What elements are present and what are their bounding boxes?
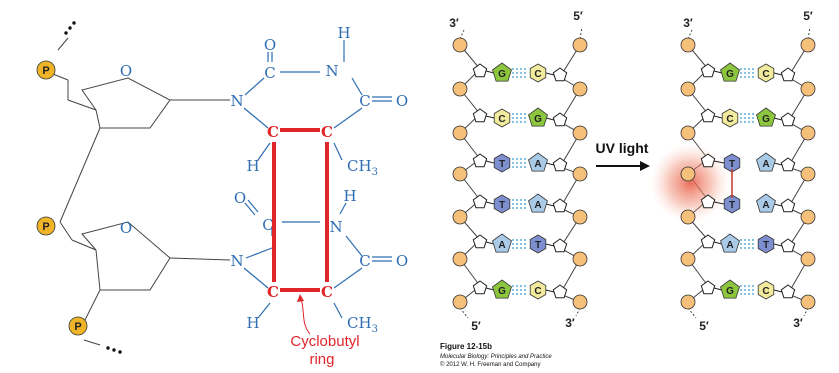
hydrogen-atom: H	[246, 157, 260, 175]
phosphate-bead-icon	[801, 82, 815, 96]
backbone-lines	[48, 38, 230, 345]
base-label: A	[762, 159, 770, 170]
sugar-icon	[473, 154, 486, 167]
base-label: T	[728, 159, 736, 170]
base-label: T	[728, 200, 736, 211]
hydrogen-atom: H	[337, 24, 351, 42]
phosphate-bead-icon	[573, 82, 587, 96]
base-label: T	[762, 240, 770, 251]
nitrogen-atom: N	[325, 62, 339, 80]
caption-figure-number: Figure 12-15b	[440, 342, 493, 351]
sugar-icon	[701, 281, 714, 294]
sugar-icon	[473, 109, 486, 122]
phosphate-bead-icon	[801, 38, 815, 52]
phosphate-bead-icon	[801, 167, 815, 181]
strand-end-5prime: 5′	[471, 319, 481, 333]
methyl-sub: 3	[371, 324, 378, 335]
base-label: A	[534, 200, 542, 211]
methyl-c: CH	[347, 157, 372, 175]
methyl-c: CH	[347, 314, 372, 332]
base-label: T	[498, 200, 506, 211]
phosphate-bead-icon	[453, 167, 467, 181]
caption-book-title: Molecular Biology: Principles and Practice	[440, 354, 552, 360]
methyl-group	[347, 157, 378, 178]
phosphate-bead-icon	[681, 295, 695, 309]
phosphate-bead-icon	[573, 126, 587, 140]
sugar-icon	[701, 109, 714, 122]
phosphate-label: P	[74, 321, 82, 333]
phosphate-bead-icon	[573, 252, 587, 266]
strand-end-5prime: 5′	[699, 319, 709, 333]
ring-oxygen: O	[119, 219, 133, 237]
base-label: A	[726, 240, 734, 251]
phosphate-bead-icon	[681, 167, 695, 181]
base-label: C	[534, 286, 542, 297]
base-label: C	[498, 114, 506, 125]
nitrogen-atom: N	[230, 252, 244, 270]
nitrogen-atom: N	[230, 92, 244, 110]
hydrogen-atom: H	[246, 314, 260, 332]
cyclobutyl-pointer	[300, 296, 310, 334]
methyl-group	[347, 314, 378, 335]
phosphate-bead-icon	[573, 295, 587, 309]
phosphate-bead-icon	[453, 126, 467, 140]
cyclobutyl-ring-bonds	[274, 130, 327, 290]
carbonyl-oxygen: O	[395, 252, 409, 270]
phosphate-bead-icon	[681, 126, 695, 140]
sugar-icon	[473, 64, 486, 77]
strand-end-3prime: 3′	[793, 316, 803, 330]
base-label: G	[726, 69, 734, 80]
carbonyl-oxygen: O	[263, 36, 277, 54]
cyclobutyl-label: Cyclobutyl	[290, 333, 360, 350]
carbonyl-oxygen: O	[395, 92, 409, 110]
ring-carbon: C	[267, 283, 279, 301]
base-label: G	[534, 114, 542, 125]
base-label: G	[498, 286, 506, 297]
base-label: C	[762, 69, 770, 80]
phosphate-bead-icon	[681, 38, 695, 52]
ring-carbon: C	[321, 283, 333, 301]
strand-end-3prime: 3′	[683, 16, 693, 30]
sugar-icon	[473, 281, 486, 294]
phosphate-groups	[37, 61, 87, 335]
base-label: G	[726, 286, 734, 297]
strand-end-5prime: 5′	[573, 9, 583, 23]
carbonyl-oxygen: O	[233, 189, 247, 207]
carbon-atom: C	[359, 92, 371, 110]
nitrogen-atom: N	[329, 218, 343, 236]
base-label: C	[762, 286, 770, 297]
phosphate-bead-icon	[453, 82, 467, 96]
ring-carbon: C	[321, 123, 333, 141]
phosphate-bead-icon	[453, 38, 467, 52]
strand-end-5prime: 5′	[803, 9, 813, 23]
phosphate-bead-icon	[453, 210, 467, 224]
figure-caption	[440, 342, 552, 368]
sugar-icon	[553, 285, 566, 298]
carbon-atom: C	[359, 252, 371, 270]
dna-ladder-after	[650, 9, 815, 333]
methyl-sub: 3	[371, 167, 378, 178]
phosphate-bead-icon	[573, 210, 587, 224]
base-label: A	[498, 240, 506, 251]
sugar-icon	[473, 195, 486, 208]
phosphate-bead-icon	[453, 252, 467, 266]
base-label: A	[762, 200, 770, 211]
strand-end-3prime: 3′	[449, 16, 459, 30]
dna-ladder-before	[449, 9, 587, 333]
base-label: C	[534, 69, 542, 80]
phosphate-label: P	[42, 221, 50, 233]
phosphate-bead-icon	[453, 295, 467, 309]
sugar-icon	[781, 285, 794, 298]
uv-light-arrow	[596, 140, 650, 171]
ring-oxygen: O	[119, 62, 133, 80]
sugar-icon	[701, 235, 714, 248]
base-label: G	[762, 114, 770, 125]
uv-light-label: UV light	[595, 140, 649, 156]
ring-carbon: C	[267, 123, 279, 141]
caption-copyright: © 2012 W. H. Freeman and Company	[440, 362, 541, 368]
phosphate-bead-icon	[573, 167, 587, 181]
phosphate-bead-icon	[681, 82, 695, 96]
carbon-atom: C	[264, 64, 276, 82]
phosphate-bead-icon	[801, 210, 815, 224]
base-label: T	[498, 159, 506, 170]
cyclobutane-dimer-structure	[37, 21, 408, 368]
phosphate-bead-icon	[801, 295, 815, 309]
sugar-icon	[701, 64, 714, 77]
cyclobutyl-label-ring: ring	[309, 351, 335, 368]
carbon-atom: C	[262, 216, 274, 234]
base-label: C	[726, 114, 734, 125]
phosphate-label: P	[42, 65, 50, 77]
phosphate-bead-icon	[801, 252, 815, 266]
base-label: A	[534, 159, 542, 170]
phosphate-bead-icon	[681, 210, 695, 224]
hydrogen-atom: H	[343, 187, 357, 205]
phosphate-bead-icon	[573, 38, 587, 52]
sugar-icon	[473, 235, 486, 248]
base-label: T	[534, 240, 542, 251]
strand-end-3prime: 3′	[565, 316, 575, 330]
phosphate-bead-icon	[801, 126, 815, 140]
base-label: G	[498, 69, 506, 80]
phosphate-bead-icon	[681, 252, 695, 266]
